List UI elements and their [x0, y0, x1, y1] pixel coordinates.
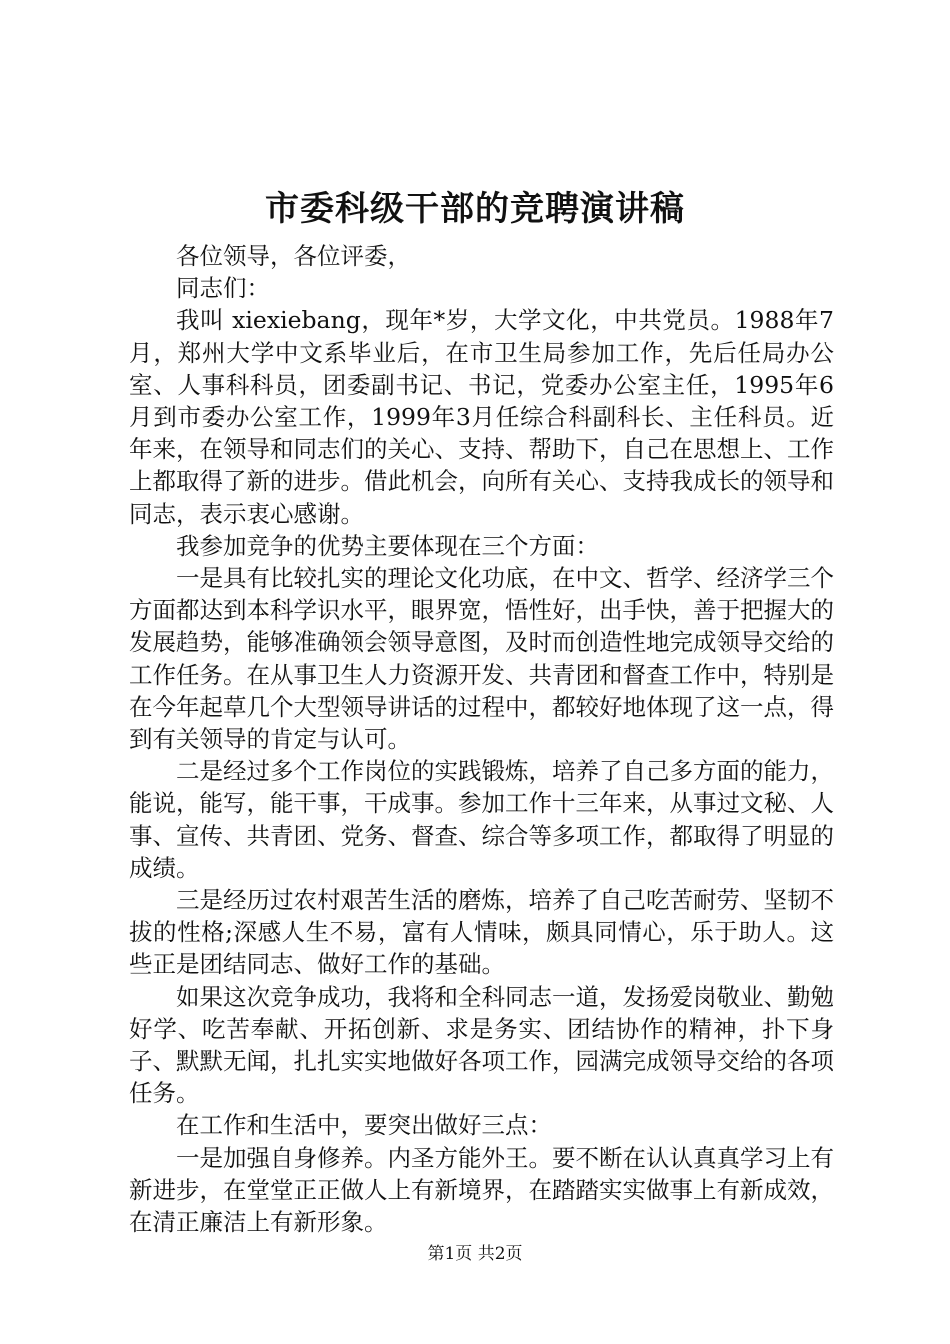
document-title: 市委科级干部的竞聘演讲稿 — [265, 189, 685, 229]
page-footer: 第1页 共2页 — [427, 1244, 523, 1264]
body-paragraph: 各位领导，各位评委， — [176, 242, 411, 270]
body-paragraph: 我叫 xiexiebang，现年*岁，大学文化，中共党员。1988年7月，郑州大学中文系毕业后，在市卫生局参加工作，先后任局办公室、人事科科员，团委副书记、书记，党委办公室主任，1995年6月到市委办公室工作，1999年3月任综合科副科长、主任科员。近年来，在领导和同志们的关心、支持、帮助下，自己在思想上、工作上都取得了新的进步。借此机会，向所有关心、支持我成长的领导和同志，表示衷心感谢。 — [129, 306, 834, 528]
body-paragraph: 在工作和生活中，要突出做好三点： — [176, 1111, 552, 1140]
body-paragraph: 二是经过多个工作岗位的实践锻炼，培养了自己多方面的能力，能说，能写，能干事，干成事。参加工作十三年来，从事过文秘、人事、宣传、共青团、党务、督查、综合等多项工作，都取得了明显的成绩。 — [129, 757, 834, 882]
body-paragraph: 三是经历过农村艰苦生活的磨炼，培养了自己吃苦耐劳、坚韧不拔的性格;深感人生不易，富有人情味，颇具同情心，乐于助人。这些正是团结同志、做好工作的基础。 — [129, 886, 834, 979]
body-paragraph: 如果这次竞争成功，我将和全科同志一道，发扬爱岗敬业、勤勉好学、吃苦奉献、开拓创新、求是务实、团结协作的精神，扑下身子、默默无闻，扎扎实实地做好各项工作，园满完成领导交给的各项任务。 — [129, 982, 834, 1108]
document-body — [129, 240, 834, 1238]
body-paragraph: 一是加强自身修养。内圣方能外王。要不断在认认真真学习上有新进步，在堂堂正正做人上有新境界，在踏踏实实做事上有新成效，在清正廉洁上有新形象。 — [129, 1143, 834, 1237]
body-paragraph: 我参加竞争的优势主要体现在三个方面： — [176, 531, 599, 560]
body-paragraph: 一是具有比较扎实的理论文化功底，在中文、哲学、经济学三个方面都达到本科学识水平，眼界宽，悟性好，出手快，善于把握大的发展趋势，能够准确领会领导意图，及时而创造性地完成领导交给的工作任务。在从事卫生人力资源开发、共青团和督查工作中，特别是在今年起草几个大型领导讲话的过程中，都较好地体现了这一点，得到有关领导的肯定与认可。 — [129, 564, 834, 754]
body-paragraph: 同志们： — [176, 274, 270, 303]
